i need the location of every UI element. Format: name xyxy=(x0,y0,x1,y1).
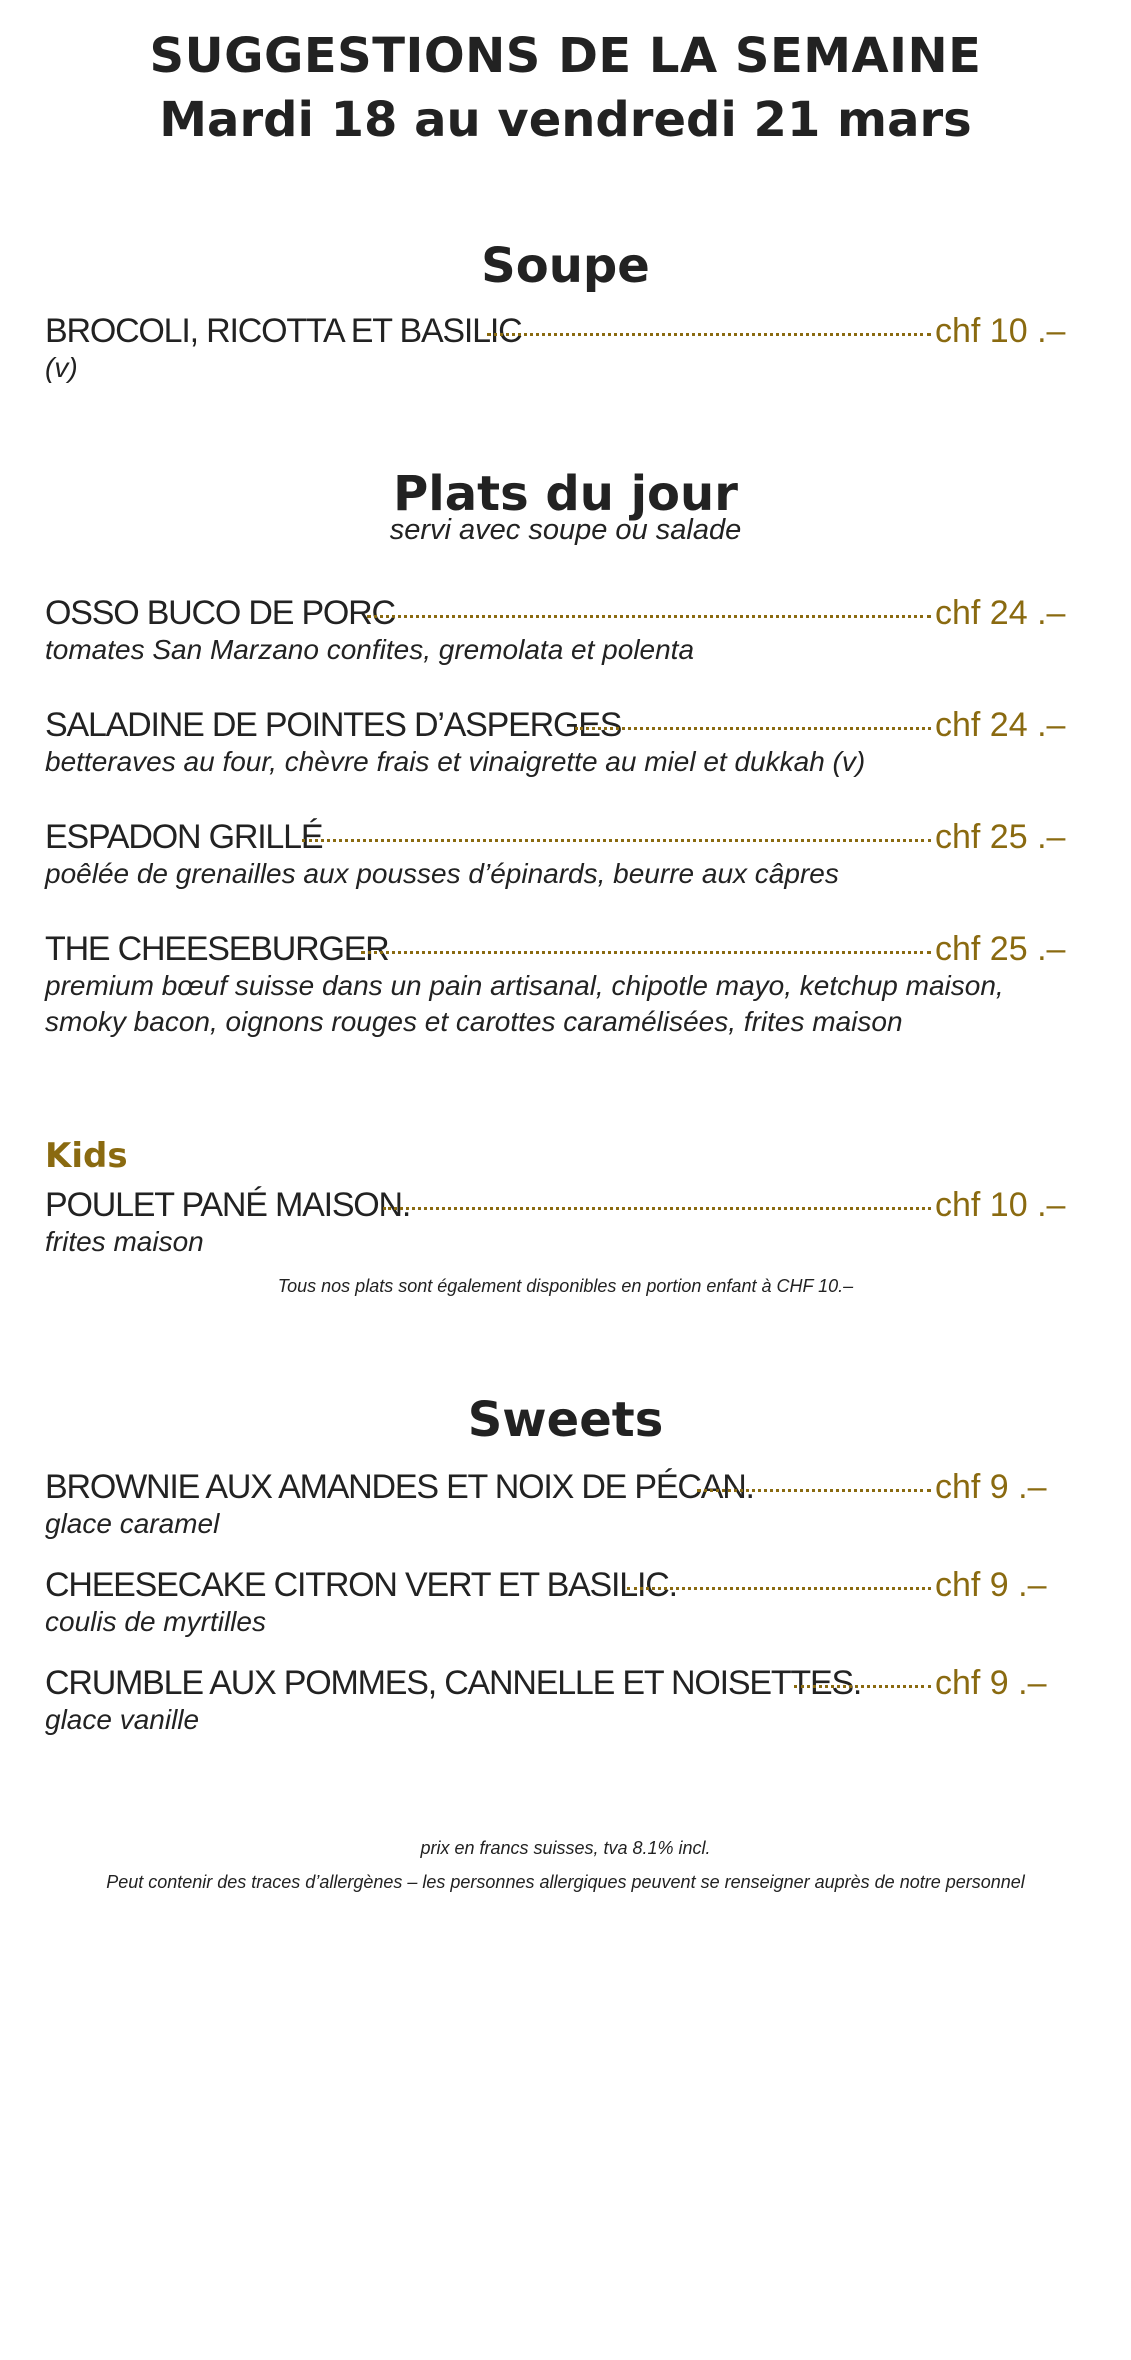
menu-item-description: (v) xyxy=(45,352,78,383)
menu-item-description: glace vanille xyxy=(45,1704,200,1735)
menu-item-row xyxy=(45,818,1066,857)
menu-item-price: chf 9 .– xyxy=(935,1468,1047,1506)
dot-leader xyxy=(487,333,931,336)
menu-item-name: ESPADON GRILLÉ xyxy=(45,818,323,856)
menu-item-price: chf 10 .– xyxy=(935,312,1066,350)
menu-item-name: SALADINE DE POINTES D’ASPERGES xyxy=(45,706,622,744)
menu-item-name: OSSO BUCO DE PORC xyxy=(45,594,395,632)
dot-leader xyxy=(794,1685,931,1688)
menu-title: SUGGESTIONS DE LA SEMAINE xyxy=(149,28,982,84)
menu-item-name: THE CHEESEBURGER xyxy=(45,930,389,968)
menu-item-row xyxy=(45,1566,1060,1605)
dot-leader xyxy=(575,727,931,730)
dot-leader xyxy=(697,1489,931,1492)
menu-item-price: chf 25 .– xyxy=(935,818,1066,856)
menu-item-row xyxy=(45,706,1066,745)
menu-item-description: glace caramel xyxy=(45,1508,220,1539)
kids-portion-note: Tous nos plats sont également disponibles en portion enfant à CHF 10.– xyxy=(277,1276,854,1296)
section-heading-kids: Kids xyxy=(45,1136,128,1176)
menu-item-description: betteraves au four, chèvre frais et vinaigrette au miel et dukkah (v) xyxy=(45,746,866,777)
menu-item-description: frites maison xyxy=(45,1226,204,1257)
section-heading-plats: Plats du jour xyxy=(393,466,738,522)
menu-item-price: chf 9 .– xyxy=(935,1566,1047,1604)
menu-item-row xyxy=(45,1664,1060,1703)
dot-leader xyxy=(361,951,931,954)
menu-item-row xyxy=(45,1468,1060,1507)
menu-item-name: BROWNIE AUX AMANDES ET NOIX DE PÉCAN. xyxy=(45,1468,754,1506)
section-heading-sweets: Sweets xyxy=(467,1392,664,1448)
menu-item-row xyxy=(45,594,1066,633)
menu-item-row xyxy=(45,1186,1066,1225)
menu-item-price: chf 24 .– xyxy=(935,594,1066,632)
menu-item-price: chf 25 .– xyxy=(935,930,1066,968)
menu-item-description-line2: smoky bacon, oignons rouges et carottes caramélisées, frites maison xyxy=(45,1006,903,1037)
section-heading-soupe: Soupe xyxy=(481,238,650,294)
allergen-note: Peut contenir des traces d’allergènes – les personnes allergiques peuvent se renseigner auprès de notre personnel xyxy=(106,1872,1025,1892)
dot-leader xyxy=(367,615,931,618)
menu-item-price: chf 24 .– xyxy=(935,706,1066,744)
menu-item-description: coulis de myrtilles xyxy=(45,1606,266,1637)
dot-leader xyxy=(302,839,931,842)
dot-leader xyxy=(627,1587,931,1590)
menu-item-row xyxy=(45,312,1066,351)
menu-dates: Mardi 18 au vendredi 21 mars xyxy=(159,92,972,148)
menu-item-name: CRUMBLE AUX POMMES, CANNELLE ET NOISETTES. xyxy=(45,1664,862,1702)
menu-item-price: chf 10 .– xyxy=(935,1186,1066,1224)
menu-item-description: poêlée de grenailles aux pousses d’épinards, beurre aux câpres xyxy=(45,858,839,889)
vat-note: prix en francs suisses, tva 8.1% incl. xyxy=(420,1838,711,1858)
menu-item-description: premium bœuf suisse dans un pain artisanal, chipotle mayo, ketchup maison, xyxy=(45,970,1004,1001)
section-subtitle: servi avec soupe ou salade xyxy=(389,514,742,546)
menu-item-description: tomates San Marzano confites, gremolata et polenta xyxy=(45,634,695,665)
menu-item-row xyxy=(45,930,1066,969)
dot-leader xyxy=(383,1207,931,1210)
menu-item-name: BROCOLI, RICOTTA ET BASILIC xyxy=(45,312,522,350)
menu-item-name: POULET PANÉ MAISON. xyxy=(45,1186,411,1224)
menu-item-price: chf 9 .– xyxy=(935,1664,1047,1702)
menu-item-name: CHEESECAKE CITRON VERT ET BASILIC. xyxy=(45,1566,677,1604)
